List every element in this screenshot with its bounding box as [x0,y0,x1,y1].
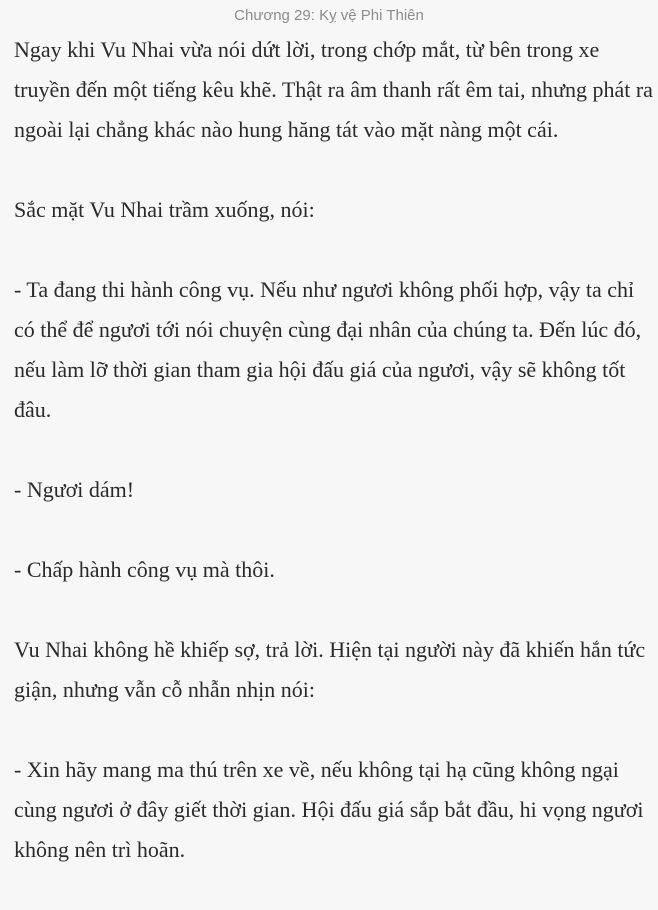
paragraph: Ngay khi Vu Nhai vừa nói dứt lời, trong chớp mắt, từ bên trong xe truyền đến một tiếng kêu khẽ. Thật ra âm thanh rất êm tai, nhưng phát ra ngoài lại chẳng khác nào hung hăng tát vào mặt nàng một cái. [14,37,653,142]
paragraph: - Chấp hành công vụ mà thôi. [14,557,275,582]
chapter-title: Chương 29: Kỵ vệ Phi Thiên [234,7,424,24]
paragraph: - Ngươi dám! [14,477,135,502]
paragraph: - Ta đang thi hành công vụ. Nếu như ngươi không phối hợp, vậy ta chỉ có thể để ngươi tới nói chuyện cùng đại nhân của chúng ta. Đến lúc đó, nếu làm lỡ thời gian tham gia hội đấu giá của ngươi, vậy sẽ không tốt đâu. [14,277,642,422]
paragraph: - Xin hãy mang ma thú trên xe về, nếu không tại hạ cũng không ngại cùng ngươi ở đây giết thời gian. Hội đấu giá sắp bắt đầu, hi vọng ngươi không nên trì hoãn. [14,757,644,862]
paragraph: Vu Nhai không hề khiếp sợ, trả lời. Hiện tại người này đã khiến hắn tức giận, nhưng vẫn cỗ nhẫn nhịn nói: [14,637,646,702]
story-content [14,30,654,910]
paragraph: Sắc mặt Vu Nhai trầm xuống, nói: [14,197,315,222]
